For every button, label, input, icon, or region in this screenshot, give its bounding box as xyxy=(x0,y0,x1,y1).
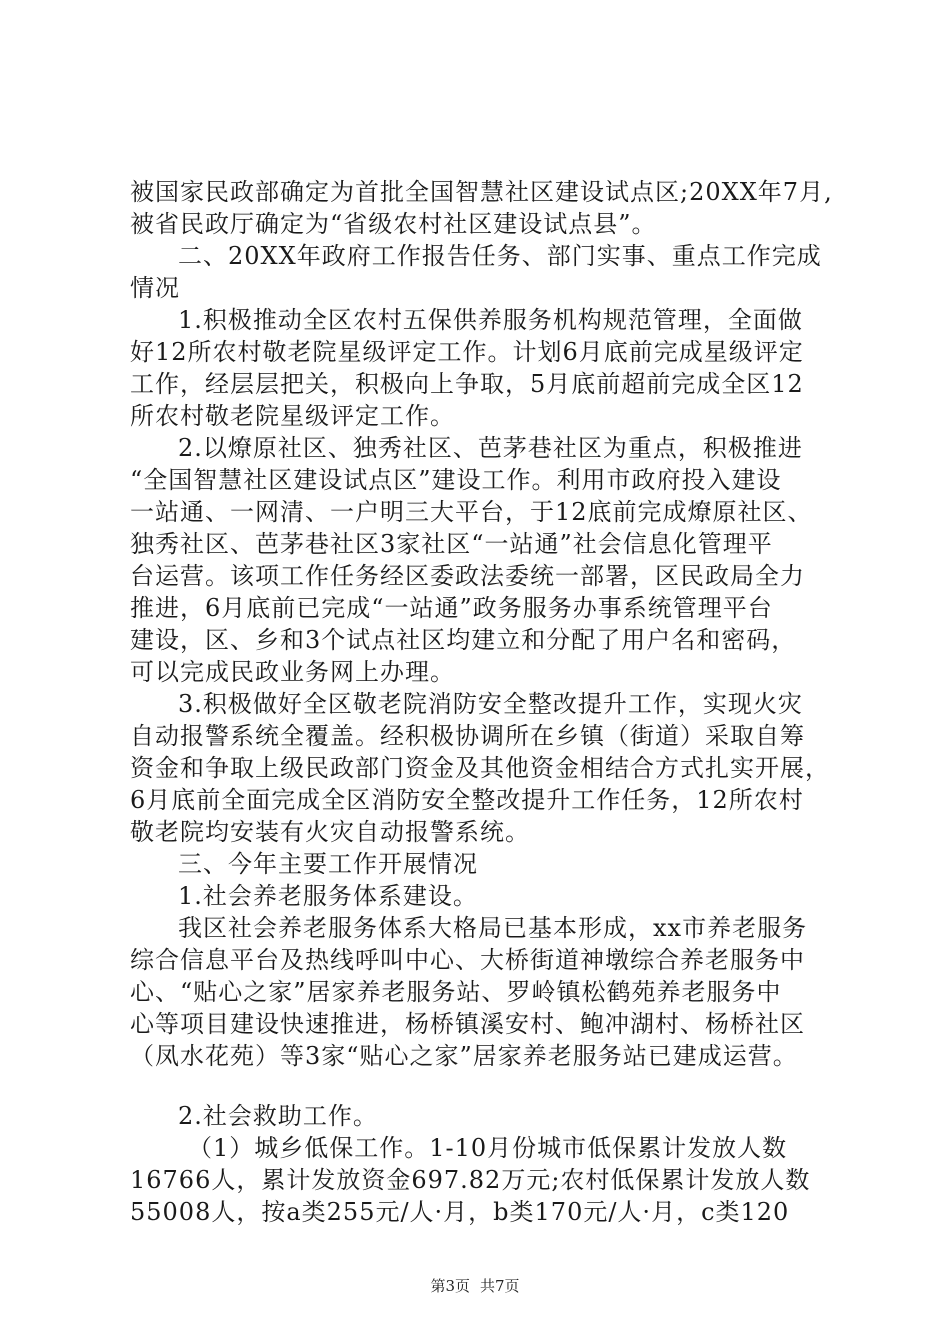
text-line: 一站通、一网清、一户明三大平台，于12底前完成燎原社区、 xyxy=(130,498,813,526)
text-line: 建设，区、乡和3个试点社区均建立和分配了用户名和密码， xyxy=(130,626,797,654)
text-line: 所农村敬老院星级评定工作。 xyxy=(130,402,455,430)
text-line: 1.积极推动全区农村五保供养服务机构规范管理，全面做 xyxy=(178,306,803,334)
text-line: “全国智慧社区建设试点区”建设工作。利用市政府投入建设 xyxy=(130,466,782,494)
text-line: 资金和争取上级民政部门资金及其他资金相结合方式扎实开展， xyxy=(130,754,830,782)
paragraph-block-relief xyxy=(130,1100,830,1228)
text-line: 敬老院均安装有火灾自动报警系统。 xyxy=(130,818,530,846)
text-line: 可以完成民政业务网上办理。 xyxy=(130,658,455,686)
text-line: 1.社会养老服务体系建设。 xyxy=(178,882,478,910)
text-line: 推进，6月底前已完成“一站通”政务服务办事系统管理平台 xyxy=(130,594,773,622)
text-line: 2.以燎原社区、独秀社区、芭茅巷社区为重点，积极推进 xyxy=(178,434,803,462)
text-line: 工作，经层层把关，积极向上争取，5月底前超前完成全区12 xyxy=(130,370,804,398)
text-line: 我区社会养老服务体系大格局已基本形成，xx市养老服务 xyxy=(178,914,808,942)
text-line: 16766人，累计发放资金697.82万元;农村低保累计发放人数 xyxy=(130,1166,811,1194)
text-line: 55008人，按a类255元/人·月，b类170元/人·月，c类120 xyxy=(130,1198,790,1226)
page-total: 共7页 xyxy=(480,1277,520,1295)
text-line: 三、今年主要工作开展情况 xyxy=(178,850,478,878)
text-line: 独秀社区、芭茅巷社区3家社区“一站通”社会信息化管理平 xyxy=(130,530,773,558)
text-line: 3.积极做好全区敬老院消防安全整改提升工作，实现火灾 xyxy=(178,690,803,718)
page-footer xyxy=(0,1276,950,1296)
text-line: 被国家民政部确定为首批全国智慧社区建设试点区;20XX年7月, xyxy=(130,178,833,206)
text-line: 情况 xyxy=(130,274,180,302)
text-line: （1）城乡低保工作。1-10月份城市低保累计发放人数 xyxy=(188,1134,788,1162)
text-line: 二、20XX年政府工作报告任务、部门实事、重点工作完成 xyxy=(178,242,822,270)
page-number: 第3页 xyxy=(430,1277,470,1295)
text-line: 好12所农村敬老院星级评定工作。计划6月底前完成星级评定 xyxy=(130,338,804,366)
text-line: 台运营。该项工作任务经区委政法委统一部署，区民政局全力 xyxy=(130,562,805,590)
text-line: 2.社会救助工作。 xyxy=(178,1102,378,1130)
text-line: 自动报警系统全覆盖。经积极协调所在乡镇（街道）采取自筹 xyxy=(130,722,805,750)
paragraph-block-main xyxy=(130,176,833,1072)
text-line: 综合信息平台及热线呼叫中心、大桥街道神墩综合养老服务中 xyxy=(130,946,805,974)
text-line: 6月底前全面完成全区消防安全整改提升工作任务，12所农村 xyxy=(130,786,804,814)
text-line: （凤水花苑）等3家“贴心之家”居家养老服务站已建成运营。 xyxy=(130,1042,798,1070)
document-body xyxy=(130,176,833,1228)
text-line: 心等项目建设快速推进，杨桥镇溪安村、鲍冲湖村、杨桥社区 xyxy=(130,1010,805,1038)
text-line: 心、“贴心之家”居家养老服务站、罗岭镇松鹤苑养老服务中 xyxy=(130,978,782,1006)
paragraph-gap xyxy=(130,1072,830,1100)
text-line: 被省民政厅确定为“省级农村社区建设试点县”。 xyxy=(130,210,657,238)
